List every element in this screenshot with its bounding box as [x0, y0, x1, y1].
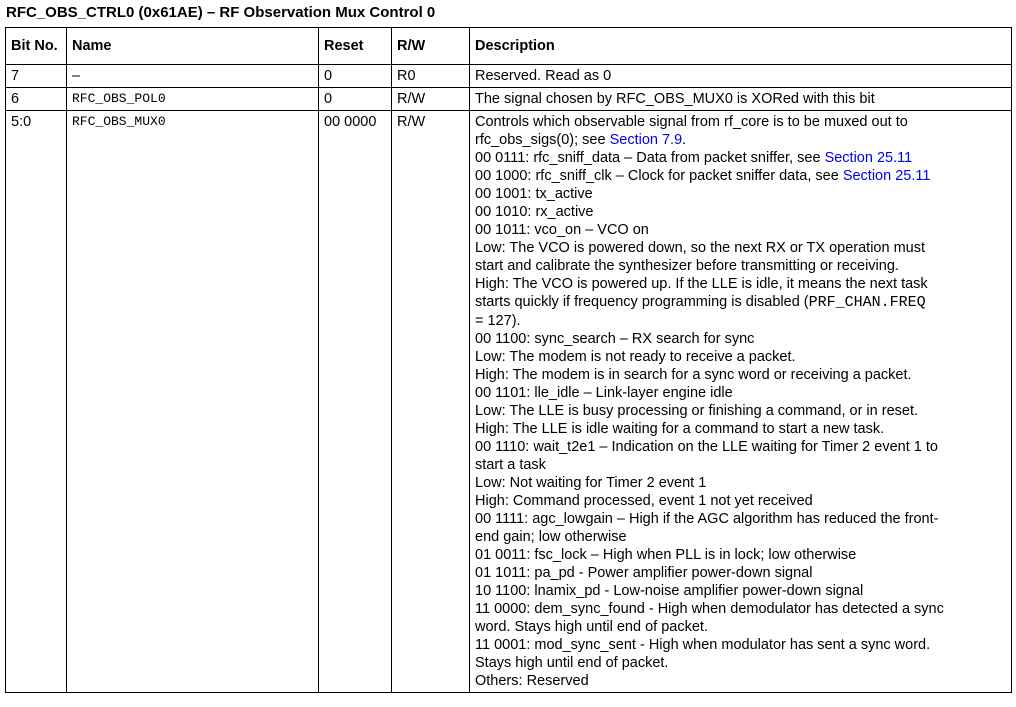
table-row [6, 111, 1012, 693]
desc-line [475, 293, 1006, 312]
description-cell: Reserved. Read as 0 [470, 65, 1012, 88]
desc-line: start a task [475, 457, 546, 473]
section-link[interactable]: Section 25.11 [842, 168, 931, 184]
desc-line: Controls which observable signal from rf_core is to be muxed out to [475, 114, 908, 130]
desc-line: 00 1110: wait_t2e1 – Indication on the LLE waiting for Timer 2 event 1 to [475, 439, 938, 455]
desc-line [475, 131, 1006, 149]
reset-cell: 00 0000 [319, 111, 392, 693]
desc-line: = 127). [475, 313, 521, 329]
register-table [5, 27, 1012, 693]
description-cell: The signal chosen by RFC_OBS_MUX0 is XORed with this bit [470, 88, 1012, 111]
bit-cell: 7 [6, 65, 67, 88]
rw-cell: R/W [392, 111, 470, 693]
desc-line: 11 0000: dem_sync_found - High when demodulator has detected a sync [475, 601, 944, 617]
section-link[interactable]: Section 7.9 [609, 132, 683, 148]
header-row [6, 28, 1012, 65]
section-link[interactable]: Section 25.11 [824, 150, 913, 166]
name-cell: RFC_OBS_MUX0 [67, 111, 319, 693]
table-row [6, 88, 1012, 111]
desc-line: Stays high until end of packet. [475, 655, 669, 671]
desc-line: 01 1011: pa_pd - Power amplifier power-down signal [475, 565, 813, 581]
name-cell: RFC_OBS_POL0 [67, 88, 319, 111]
name-cell: – [67, 65, 319, 88]
header-bit: Bit No. [6, 28, 67, 65]
desc-line: High: Command processed, event 1 not yet received [475, 493, 813, 509]
header-name: Name [67, 28, 319, 65]
desc-line: end gain; low otherwise [475, 529, 627, 545]
desc-text: 00 0111: rfc_sniff_data – Data from packet sniffer, see [475, 150, 825, 166]
desc-line: word. Stays high until end of packet. [475, 619, 708, 635]
desc-line: Low: Not waiting for Timer 2 event 1 [475, 475, 707, 491]
table-row [6, 65, 1012, 88]
desc-text: starts quickly if frequency programming is disabled ( [475, 294, 809, 310]
desc-line: High: The LLE is idle waiting for a command to start a new task. [475, 421, 885, 437]
desc-line: 00 1011: vco_on – VCO on [475, 222, 649, 238]
desc-line: 00 1100: sync_search – RX search for sync [475, 331, 755, 347]
reset-cell: 0 [319, 88, 392, 111]
desc-line: 00 1101: lle_idle – Link-layer engine idle [475, 385, 733, 401]
bit-cell: 6 [6, 88, 67, 111]
rw-cell: R0 [392, 65, 470, 88]
desc-line: start and calibrate the synthesizer before transmitting or receiving. [475, 258, 899, 274]
description-cell [470, 111, 1012, 693]
header-reset: Reset [319, 28, 392, 65]
desc-line [475, 149, 1006, 167]
desc-text: rfc_obs_sigs(0); see [475, 132, 610, 148]
desc-line: Low: The LLE is busy processing or finishing a command, or in reset. [475, 403, 919, 419]
desc-text: . [682, 132, 687, 148]
desc-line [475, 167, 1006, 185]
register-field-ref: PRF_CHAN.FREQ [808, 294, 926, 311]
desc-line: High: The modem is in search for a sync word or receiving a packet. [475, 367, 912, 383]
desc-line: 11 0001: mod_sync_sent - High when modulator has sent a sync word. [475, 637, 931, 653]
desc-line: 10 1100: lnamix_pd - Low-noise amplifier power-down signal [475, 583, 864, 599]
header-rw: R/W [392, 28, 470, 65]
bit-cell: 5:0 [6, 111, 67, 693]
desc-line: Low: The modem is not ready to receive a packet. [475, 349, 796, 365]
reset-cell: 0 [319, 65, 392, 88]
desc-line: Low: The VCO is powered down, so the next RX or TX operation must [475, 240, 925, 256]
desc-line: Others: Reserved [475, 673, 589, 689]
desc-text: 00 1000: rfc_sniff_clk – Clock for packet sniffer data, see [475, 168, 843, 184]
register-title: RFC_OBS_CTRL0 (0x61AE) – RF Observation Mux Control 0 [6, 4, 436, 21]
header-description: Description [470, 28, 1012, 65]
rw-cell: R/W [392, 88, 470, 111]
desc-line: 00 1001: tx_active [475, 186, 593, 202]
desc-line: 00 1111: agc_lowgain – High if the AGC algorithm has reduced the front- [475, 511, 939, 527]
desc-line: High: The VCO is powered up. If the LLE is idle, it means the next task [475, 276, 928, 292]
desc-line: 00 1010: rx_active [475, 204, 594, 220]
desc-line: 01 0011: fsc_lock – High when PLL is in lock; low otherwise [475, 547, 857, 563]
